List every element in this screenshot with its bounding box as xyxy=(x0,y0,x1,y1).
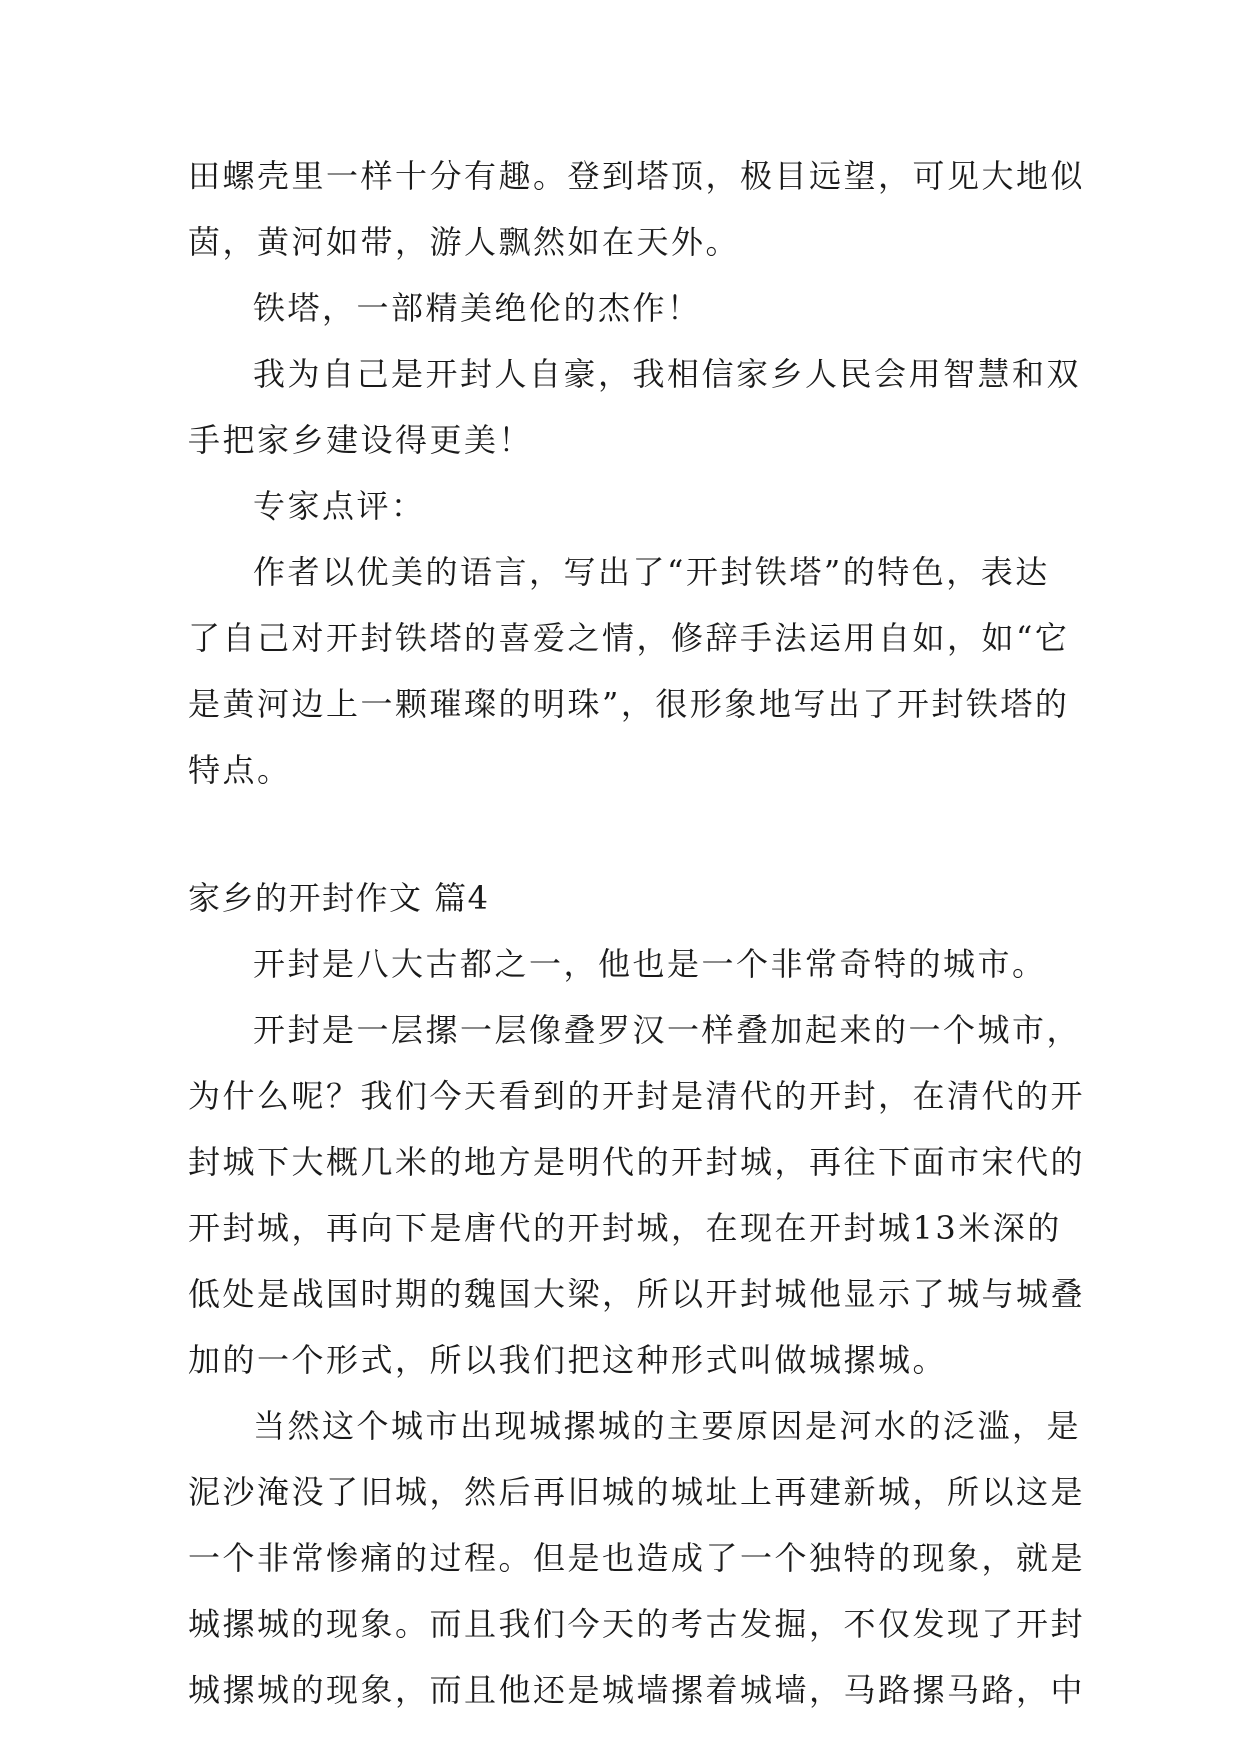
expert-comment-heading: 专家点评： xyxy=(253,487,426,525)
body-line: 开封是八大古都之一，他也是一个非常奇特的城市。 xyxy=(253,945,1047,983)
body-line: 当然这个城市出现城摞城的主要原因是河水的泛滥，是 xyxy=(253,1407,1082,1445)
body-line: 铁塔，一部精美绝伦的杰作！ xyxy=(253,289,702,327)
body-line: 泥沙淹没了旧城，然后再旧城的城址上再建新城，所以这是 xyxy=(188,1473,1086,1511)
body-line: 茵，黄河如带，游人飘然如在天外。 xyxy=(188,223,741,261)
body-line: 封城下大概几米的地方是明代的开封城，再往下面市宋代的 xyxy=(188,1143,1086,1181)
body-line: 田螺壳里一样十分有趣。登到塔顶，极目远望，可见大地似 xyxy=(188,157,1086,195)
body-line: 我为自己是开封人自豪，我相信家乡人民会用智慧和双 xyxy=(253,355,1082,393)
body-line: 开封城，再向下是唐代的开封城，在现在开封城13米深的 xyxy=(188,1209,1062,1247)
body-line: 城摞城的现象，而且他还是城墙摞着城墙，马路摞马路，中 xyxy=(188,1671,1086,1709)
body-line: 手把家乡建设得更美！ xyxy=(188,421,534,459)
body-line: 是黄河边上一颗璀璨的明珠”，很形象地写出了开封铁塔的 xyxy=(188,685,1070,723)
section-heading: 家乡的开封作文 篇4 xyxy=(188,879,490,917)
body-line: 城摞城的现象。而且我们今天的考古发掘，不仅发现了开封 xyxy=(188,1605,1086,1643)
body-line: 特点。 xyxy=(188,751,292,789)
body-line: 低处是战国时期的魏国大梁，所以开封城他显示了城与城叠 xyxy=(188,1275,1086,1313)
body-line: 为什么呢？我们今天看到的开封是清代的开封，在清代的开 xyxy=(188,1077,1086,1115)
body-line: 开封是一层摞一层像叠罗汉一样叠加起来的一个城市， xyxy=(253,1011,1082,1049)
body-line: 作者以优美的语言，写出了“开封铁塔”的特色，表达 xyxy=(253,553,1050,591)
body-line: 一个非常惨痛的过程。但是也造成了一个独特的现象，就是 xyxy=(188,1539,1086,1577)
body-line: 加的一个形式，所以我们把这种形式叫做城摞城。 xyxy=(188,1341,948,1379)
body-line: 了自己对开封铁塔的喜爱之情，修辞手法运用自如，如“它 xyxy=(188,619,1070,657)
